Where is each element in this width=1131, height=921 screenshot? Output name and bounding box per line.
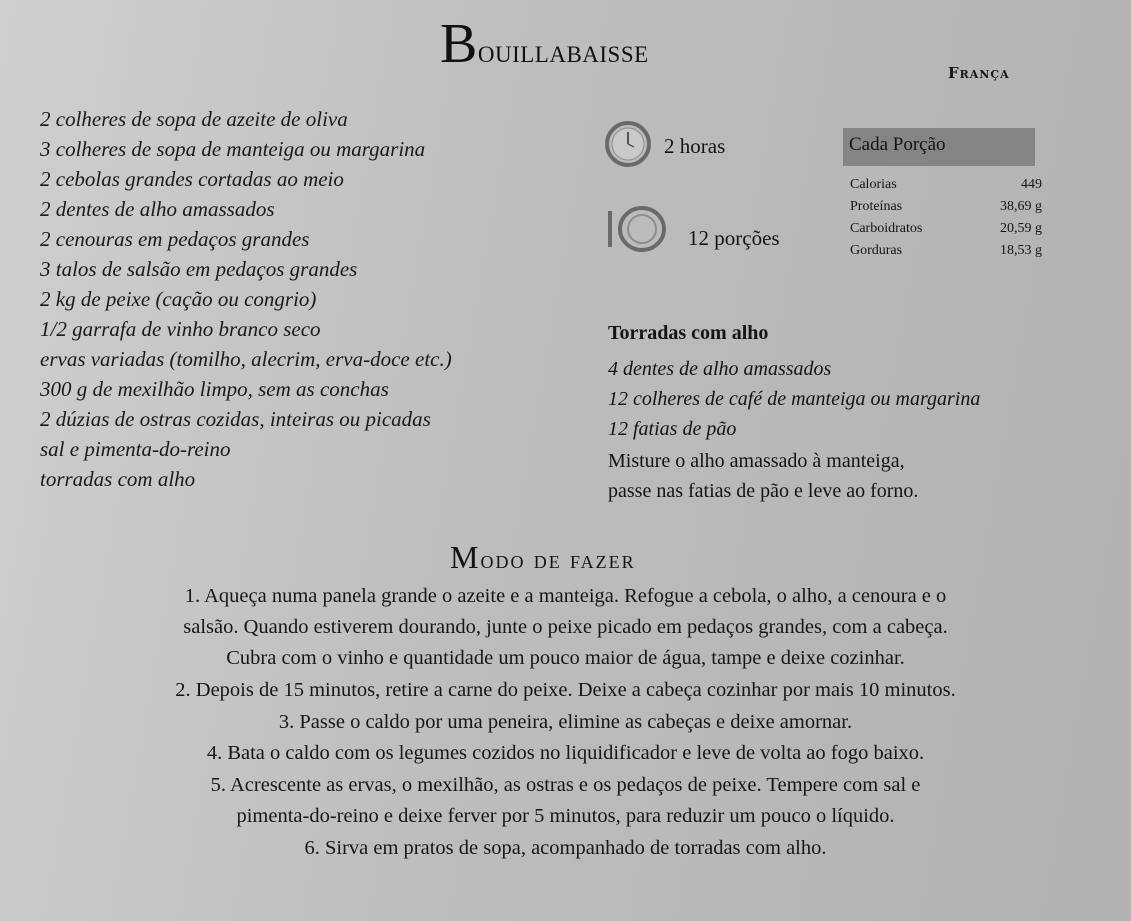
nutrition-table bbox=[850, 174, 1042, 262]
plate-icon bbox=[606, 203, 668, 255]
method-line: 6. Sirva em pratos de sopa, acompanhado de torradas com alho. bbox=[304, 837, 827, 859]
ingredient-item: 1/2 garrafa de vinho branco seco bbox=[40, 317, 321, 341]
garlic-toast-item: 12 fatias de pão bbox=[608, 418, 737, 440]
ingredient-item: 300 g de mexilhão limpo, sem as conchas bbox=[40, 377, 389, 401]
method-line: 1. Aqueça numa panela grande o azeite e a manteiga. Refogue a cebola, o alho, a cenoura e o bbox=[184, 585, 947, 607]
clock-icon bbox=[604, 120, 652, 168]
ingredient-item: 3 colheres de sopa de manteiga ou margarina bbox=[40, 137, 426, 161]
ingredient-item: 2 cebolas grandes cortadas ao meio bbox=[40, 167, 344, 191]
nutrition-value: 449 bbox=[1021, 177, 1042, 192]
ingredient-item: 2 dúzias de ostras cozidas, inteiras ou picadas bbox=[40, 407, 431, 431]
garlic-toast-title: Torradas com alho bbox=[608, 322, 769, 344]
ingredient-item: 2 kg de peixe (cação ou congrio) bbox=[40, 287, 317, 311]
nutrition-row bbox=[850, 218, 1042, 240]
garlic-toast-step: passe nas fatias de pão e leve ao forno. bbox=[608, 480, 919, 502]
ingredient-item: 2 colheres de sopa de azeite de oliva bbox=[40, 107, 348, 131]
garlic-toast-step: Misture o alho amassado à manteiga, bbox=[608, 450, 905, 472]
ingredient-item: sal e pimenta-do-reino bbox=[40, 437, 231, 461]
method-title-rest: odo de fazer bbox=[480, 547, 636, 574]
ingredient-item: torradas com alho bbox=[40, 467, 196, 491]
prep-time: 2 horas bbox=[664, 134, 726, 158]
method-title-initial: M bbox=[450, 539, 481, 575]
garlic-toast-item: 4 dentes de alho amassados bbox=[608, 358, 832, 380]
nutrition-row bbox=[850, 240, 1042, 262]
method-line: Cubra com o vinho e quantidade um pouco maior de água, tampe e deixe cozinhar. bbox=[226, 647, 905, 669]
method-title bbox=[450, 539, 636, 576]
method-line: 4. Bata o caldo com os legumes cozidos no liquidificador e leve de volta ao fogo baixo. bbox=[206, 742, 925, 764]
method-line: 3. Passe o caldo por uma peneira, elimine as cabeças e deixe amornar. bbox=[278, 711, 853, 733]
nutrition-value: 18,53 g bbox=[1000, 243, 1042, 258]
recipe-title-rest: ouillabaisse bbox=[477, 34, 649, 70]
recipe-title bbox=[440, 12, 649, 76]
recipe-country: França bbox=[948, 64, 1010, 82]
ingredient-item: ervas variadas (tomilho, alecrim, erva-doce etc.) bbox=[40, 347, 452, 371]
method-line: pimenta-do-reino e deixe ferver por 5 minutos, para reduzir um pouco o líquido. bbox=[236, 805, 895, 827]
ingredients-list bbox=[40, 104, 560, 494]
recipe-title-initial: B bbox=[440, 13, 478, 75]
nutrition-value: 20,59 g bbox=[1000, 221, 1042, 236]
nutrition-label: Calorias bbox=[850, 177, 897, 192]
nutrition-label: Gorduras bbox=[850, 243, 903, 258]
ingredient-item: 2 dentes de alho amassados bbox=[40, 197, 275, 221]
nutrition-value: 38,69 g bbox=[1000, 199, 1042, 214]
nutrition-row bbox=[850, 174, 1042, 196]
garlic-toast-item: 12 colheres de café de manteiga ou margarina bbox=[608, 388, 981, 410]
method-line: 2. Depois de 15 minutos, retire a carne do peixe. Deixe a cabeça cozinhar por mais 10 minutos. bbox=[175, 679, 956, 701]
ingredient-item: 3 talos de salsão em pedaços grandes bbox=[40, 257, 358, 281]
nutrition-header: Cada Porção bbox=[843, 128, 1035, 166]
method-line: 5. Acrescente as ervas, o mexilhão, as ostras e os pedaços de peixe. Tempere com sal e bbox=[210, 774, 921, 796]
method-line: salsão. Quando estiverem dourando, junte o peixe picado em pedaços grandes, com a cabeça. bbox=[183, 616, 948, 638]
servings: 12 porções bbox=[688, 226, 780, 250]
nutrition-label: Proteínas bbox=[850, 199, 903, 214]
ingredient-item: 2 cenouras em pedaços grandes bbox=[40, 227, 310, 251]
nutrition-label: Carboidratos bbox=[850, 221, 923, 236]
garlic-toast-ingredients bbox=[608, 354, 980, 444]
nutrition-row bbox=[850, 196, 1042, 218]
